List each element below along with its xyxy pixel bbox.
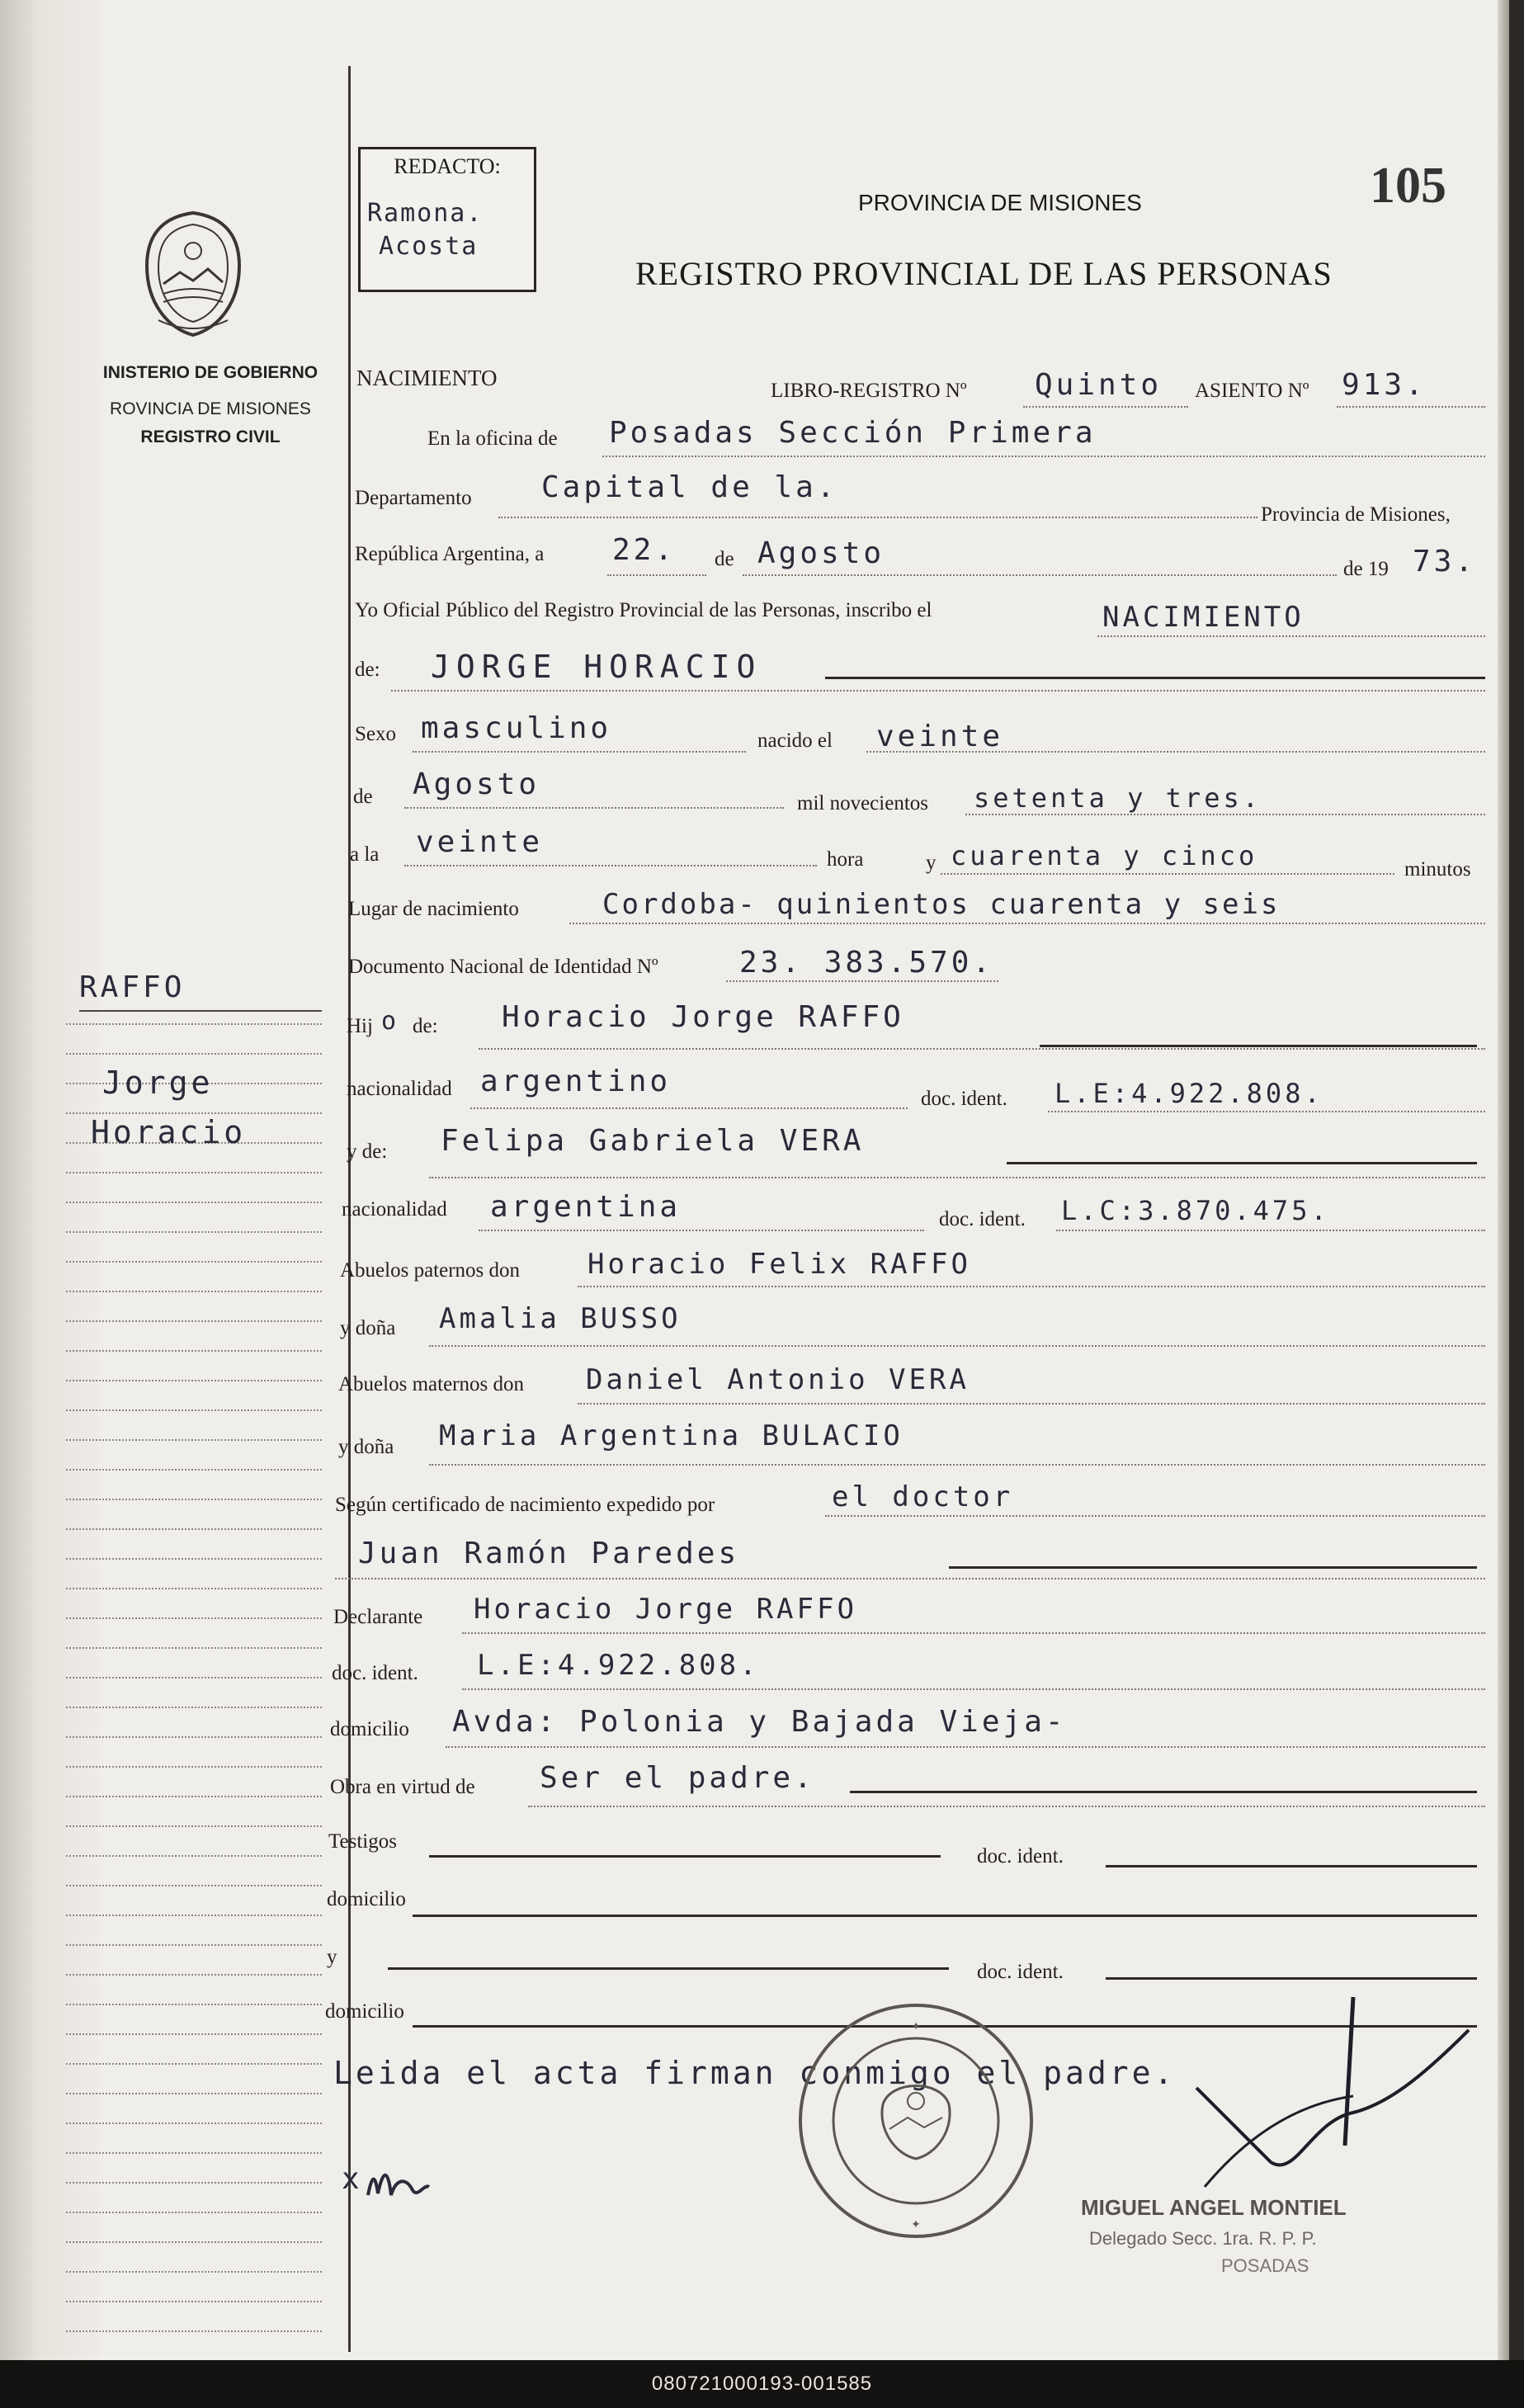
de-name-label: de: (355, 659, 380, 681)
hijo-gender: o (381, 1007, 397, 1036)
officer-role: Delegado Secc. 1ra. R. P. P. (1089, 2228, 1317, 2249)
birth-month-value: Agosto (413, 767, 540, 801)
maternal-grandmother-label: y doña (338, 1436, 394, 1458)
mother-name: Felipa Gabriela VERA (441, 1124, 865, 1158)
registrant-name: JORGE HORACIO (431, 649, 762, 685)
asiento-value: 913. (1342, 368, 1427, 402)
registry-heading: REGISTRO PROVINCIAL DE LAS PERSONAS (635, 255, 1333, 292)
margin-ruled-line (66, 1409, 322, 1411)
margin-ruled-line (66, 1499, 322, 1500)
departamento-label: Departamento (355, 487, 472, 509)
officer-signature-icon (1106, 1981, 1485, 2203)
nacido-label: nacido el (757, 729, 833, 752)
margin-ruled-line (66, 1944, 322, 1946)
father-name: Horacio Jorge RAFFO (502, 1000, 904, 1034)
margin-ruled-line (66, 1469, 322, 1471)
margin-ruled-line (66, 1855, 322, 1857)
testigos-y-label: y (327, 1946, 337, 1968)
domicilio-label: domicilio (330, 1718, 409, 1740)
libro-value: Quinto (1035, 368, 1163, 402)
margin-ruled-line (66, 1915, 322, 1916)
hijo-de-label: de: (413, 1015, 438, 1037)
father-nationality: argentino (480, 1065, 672, 1098)
folio-number: 105 (1370, 158, 1446, 214)
margin-ruled-line (66, 2301, 322, 2302)
certificate-value: el doctor (832, 1480, 1014, 1513)
obra-value: Ser el padre. (540, 1761, 815, 1795)
lugar-value: Cordoba- quinientos cuarenta y seis (602, 888, 1281, 921)
margin-given-name-2: Horacio (91, 1114, 247, 1150)
declarant-mark: x (342, 2162, 363, 2196)
mother-docid-label: doc. ident. (939, 1208, 1026, 1230)
maternal-grandfather-label: Abuelos maternos don (338, 1373, 524, 1395)
margin-ruled-line (66, 1825, 322, 1827)
closing-statement: Leida el acta firman conmigo el padre. (333, 2055, 1177, 2091)
margin-ruled-line (66, 1320, 322, 1322)
margin-ruled-line (66, 2271, 322, 2273)
margin-ruled-line (66, 2004, 322, 2005)
provincial-emblem-icon (139, 208, 248, 340)
sexo-value: masculino (421, 711, 612, 745)
departamento-value: Capital de la. (541, 470, 838, 504)
minutos-value: cuarenta y cinco (951, 840, 1258, 871)
margin-ruled-line (66, 2033, 322, 2035)
domicilio-value: Avda: Polonia y Bajada Vieja- (452, 1705, 1067, 1739)
registry-stamp-icon (792, 1997, 1040, 2245)
margin-ruled-line (66, 1974, 322, 1976)
nacido-value: veinte (876, 720, 1004, 753)
margin-ruled-line (66, 1558, 322, 1560)
maternal-grandmother: Maria Argentina BULACIO (439, 1419, 904, 1452)
margin-ruled-line (66, 2182, 322, 2184)
paternal-grandmother-label: y doña (340, 1317, 396, 1339)
ministry-line-2: ROVINCIA DE MISIONES (110, 399, 311, 418)
yo-oficial-label: Yo Oficial Público del Registro Provincial de las Personas, inscribo el (355, 599, 932, 621)
margin-ruled-line (66, 1202, 322, 1203)
maternal-grandfather: Daniel Antonio VERA (586, 1363, 970, 1396)
testigos-docid-label: doc. ident. (977, 1845, 1064, 1867)
republica-label: República Argentina, a (355, 543, 545, 565)
margin-ruled-line (66, 2212, 322, 2213)
lugar-label: Lugar de nacimiento (348, 898, 519, 920)
oficina-label: En la oficina de (427, 427, 558, 450)
hora-value: veinte (416, 825, 544, 859)
redacto-name-1: Ramona. (367, 199, 484, 228)
year-value: 73. (1413, 545, 1477, 578)
y-de-label: y de: (347, 1140, 388, 1163)
certificate-doctor: Juan Ramón Paredes (358, 1537, 740, 1570)
de-label: de (715, 548, 734, 570)
provincia-suffix: Provincia de Misiones, (1261, 503, 1451, 526)
minutos-label: minutos (1404, 858, 1471, 881)
margin-ruled-line (66, 1053, 322, 1055)
dni-label: Documento Nacional de Identidad Nº (348, 956, 658, 978)
testigos-domicilio-label: domicilio (327, 1888, 406, 1910)
margin-given-name-1: Jorge (102, 1065, 214, 1101)
margin-ruled-line (66, 1796, 322, 1797)
margin-ruled-line (66, 1677, 322, 1679)
sexo-label: Sexo (355, 723, 396, 745)
margin-ruled-line (66, 1261, 322, 1263)
document-id-footer: 080721000193-001585 (0, 2360, 1524, 2408)
redacto-name-2: Acosta (379, 232, 479, 261)
margin-ruled-line (66, 1617, 322, 1619)
birth-year-value: setenta y tres. (974, 782, 1262, 814)
declarante-label: Declarante (333, 1606, 423, 1628)
asiento-label: ASIENTO Nº (1195, 380, 1309, 402)
paternal-grandmother: Amalia BUSSO (439, 1302, 682, 1335)
margin-ruled-line (66, 2330, 322, 2332)
hijo-label: Hij (347, 1015, 373, 1037)
svg-text:✦: ✦ (911, 2020, 921, 2033)
ministry-line-1: INISTERIO DE GOBIERNO (102, 363, 318, 382)
margin-ruled-line (66, 1439, 322, 1441)
certificate-label: Según certificado de nacimiento expedido por (335, 1494, 715, 1516)
testigos-label: Testigos (328, 1830, 397, 1853)
margin-ruled-line (66, 1707, 322, 1708)
margin-ruled-line (66, 1231, 322, 1233)
margin-ruled-line (66, 1766, 322, 1768)
margin-ruled-line (66, 2063, 322, 2065)
a-la-label: a la (350, 843, 380, 866)
officer-name: MIGUEL ANGEL MONTIEL (1081, 2195, 1347, 2220)
margin-ruled-line (66, 1736, 322, 1738)
father-docid-label: doc. ident. (921, 1088, 1007, 1110)
de-month-label: de (353, 786, 373, 808)
redacto-box (358, 147, 536, 292)
redacto-label: REDACTO: (394, 154, 501, 178)
margin-ruled-line (66, 1647, 322, 1649)
day-value: 22. (612, 533, 677, 567)
page-edge-shadow (0, 0, 99, 2360)
father-nationality-label: nacionalidad (347, 1078, 452, 1100)
libro-label: LIBRO-REGISTRO Nº (771, 380, 967, 402)
margin-ruled-line (66, 2122, 322, 2124)
father-docid: L.E:4.922.808. (1055, 1078, 1323, 1109)
ministry-line-3: REGISTRO CIVIL (140, 427, 281, 446)
declarante-doc-label: doc. ident. (332, 1662, 418, 1684)
margin-ruled-line (66, 2152, 322, 2154)
margin-ruled-line (66, 1588, 322, 1589)
margin-surname: RAFFO (79, 970, 186, 1004)
declarante-doc: L.E:4.922.808. (477, 1649, 760, 1682)
mil-novecientos-label: mil novecientos (797, 792, 928, 814)
oficina-value: Posadas Sección Primera (609, 416, 1097, 450)
act-type: NACIMIENTO (356, 366, 498, 390)
dni-value: 23. 383.570. (739, 946, 994, 980)
paternal-grandfather-label: Abuelos paternos don (340, 1259, 521, 1282)
hora-label: hora (827, 848, 864, 871)
declarante-value: Horacio Jorge RAFFO (474, 1593, 857, 1626)
margin-ruled-line (66, 1380, 322, 1381)
officer-city: POSADAS (1221, 2255, 1309, 2276)
mother-nationality: argentina (490, 1190, 682, 1224)
inscribo-value: NACIMIENTO (1102, 601, 1305, 634)
mother-nationality-label: nacionalidad (342, 1198, 447, 1221)
margin-ruled-line (66, 1528, 322, 1530)
margin-ruled-line (66, 1172, 322, 1173)
margin-ruled-line (66, 2093, 322, 2094)
margin-ruled-line (66, 1885, 322, 1886)
margin-underline (79, 1010, 322, 1012)
margin-ruled-line (66, 1291, 322, 1292)
svg-text:✦: ✦ (911, 2218, 921, 2231)
testigos-docid-label-2: doc. ident. (977, 1961, 1064, 1983)
y-label: y (926, 852, 937, 874)
margin-ruled-line (66, 2241, 322, 2243)
year-label: de 19 (1343, 558, 1389, 580)
paternal-grandfather: Horacio Felix RAFFO (587, 1248, 971, 1281)
obra-label: Obra en virtud de (330, 1776, 475, 1798)
margin-ruled-line (66, 1023, 322, 1025)
month-value: Agosto (757, 536, 885, 570)
province-heading: PROVINCIA DE MISIONES (858, 190, 1142, 215)
margin-ruled-line (66, 1350, 322, 1352)
mother-docid: L.C:3.870.475. (1061, 1195, 1330, 1226)
testigos-domicilio-label-2: domicilio (325, 2000, 404, 2023)
declarant-signature-icon (363, 2162, 462, 2212)
